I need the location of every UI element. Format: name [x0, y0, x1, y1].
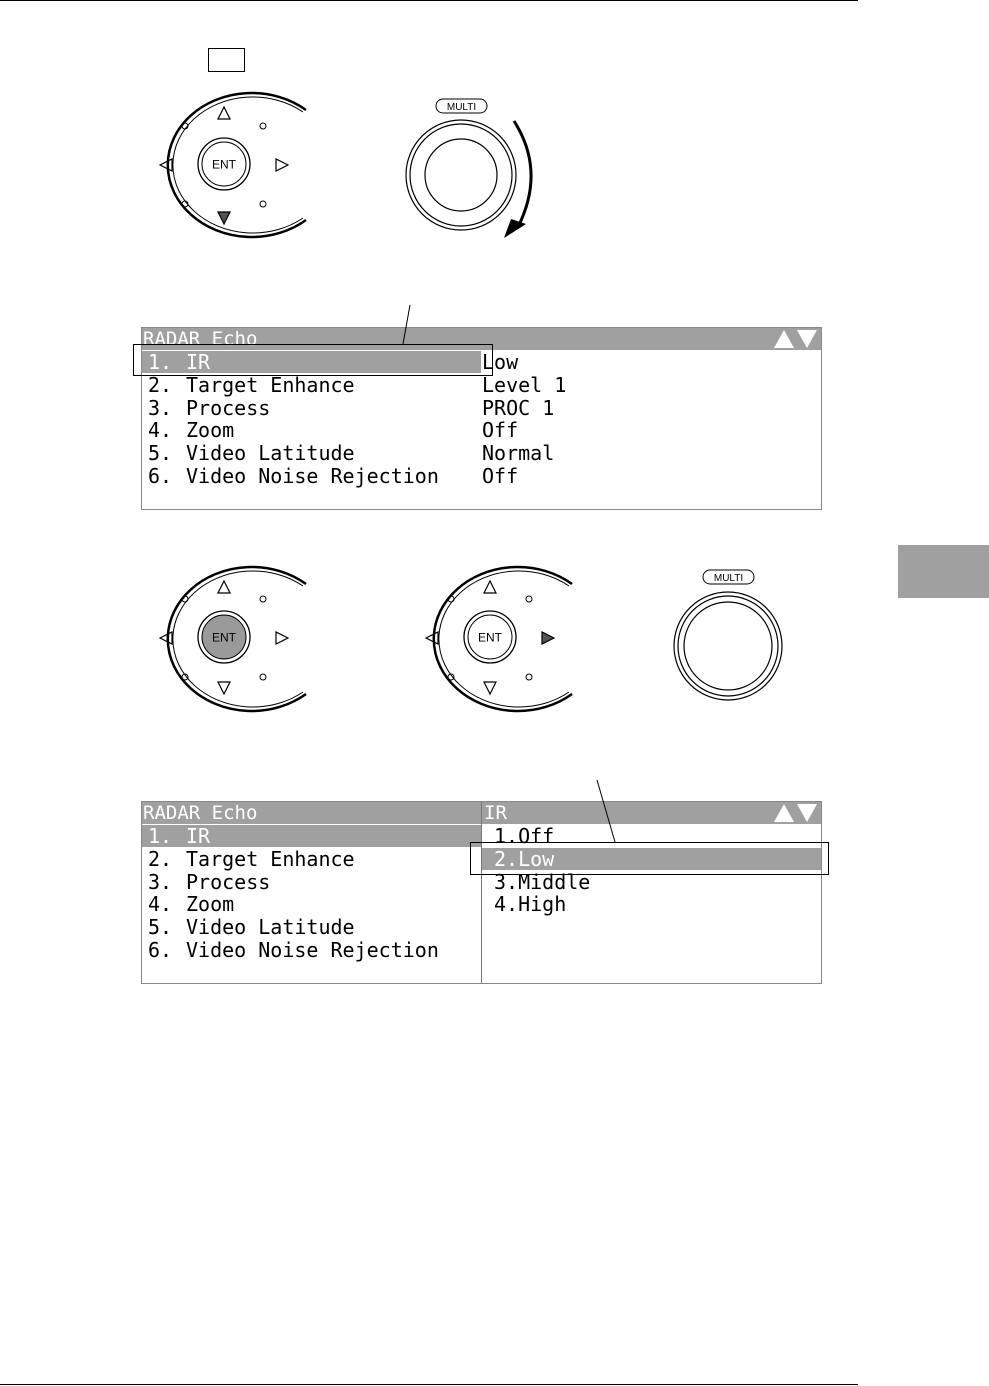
menu-item-zoom[interactable]: 4. Zoom	[148, 892, 235, 916]
submenu-title: IR	[484, 802, 507, 824]
option-middle[interactable]: 3.Middle	[494, 870, 591, 894]
menu-item-video-noise-rejection[interactable]: 6. Video Noise Rejection	[148, 464, 439, 488]
menu-value-video-noise-rejection: Off	[482, 464, 519, 488]
menu-value-process: PROC 1	[482, 396, 555, 420]
menu-item-target-enhance[interactable]: 2. Target Enhance	[148, 373, 355, 397]
option-low[interactable]: 2.Low	[494, 847, 555, 871]
menu-value-zoom: Off	[482, 418, 519, 442]
menu-item-video-noise-rejection[interactable]: 6. Video Noise Rejection	[148, 938, 439, 962]
ent-button-label[interactable]: ENT	[212, 157, 236, 172]
menu-item-video-latitude[interactable]: 5. Video Latitude	[148, 441, 355, 465]
menu-value-ir: Low	[482, 350, 519, 374]
ent-button-label[interactable]: ENT	[212, 630, 236, 645]
menu-item-target-enhance[interactable]: 2. Target Enhance	[148, 847, 355, 871]
menu-title: RADAR Echo	[143, 802, 258, 824]
multi-label: MULTI	[713, 573, 744, 584]
menu-title: RADAR Echo	[143, 328, 258, 350]
menu-item-ir[interactable]: 1. IR	[148, 350, 211, 374]
menu-item-process[interactable]: 3. Process	[148, 870, 271, 894]
ent-button-label[interactable]: ENT	[478, 630, 502, 645]
menu-item-zoom[interactable]: 4. Zoom	[148, 418, 235, 442]
menu-value-target-enhance: Level 1	[482, 373, 567, 397]
menu-value-video-latitude: Normal	[482, 441, 555, 465]
menu-item-process[interactable]: 3. Process	[148, 396, 271, 420]
menu-item-video-latitude[interactable]: 5. Video Latitude	[148, 915, 355, 939]
menu-item-ir[interactable]: 1. IR	[148, 824, 211, 848]
option-off[interactable]: 1.Off	[494, 824, 555, 848]
multi-label: MULTI	[446, 102, 477, 113]
option-high[interactable]: 4.High	[494, 892, 567, 916]
